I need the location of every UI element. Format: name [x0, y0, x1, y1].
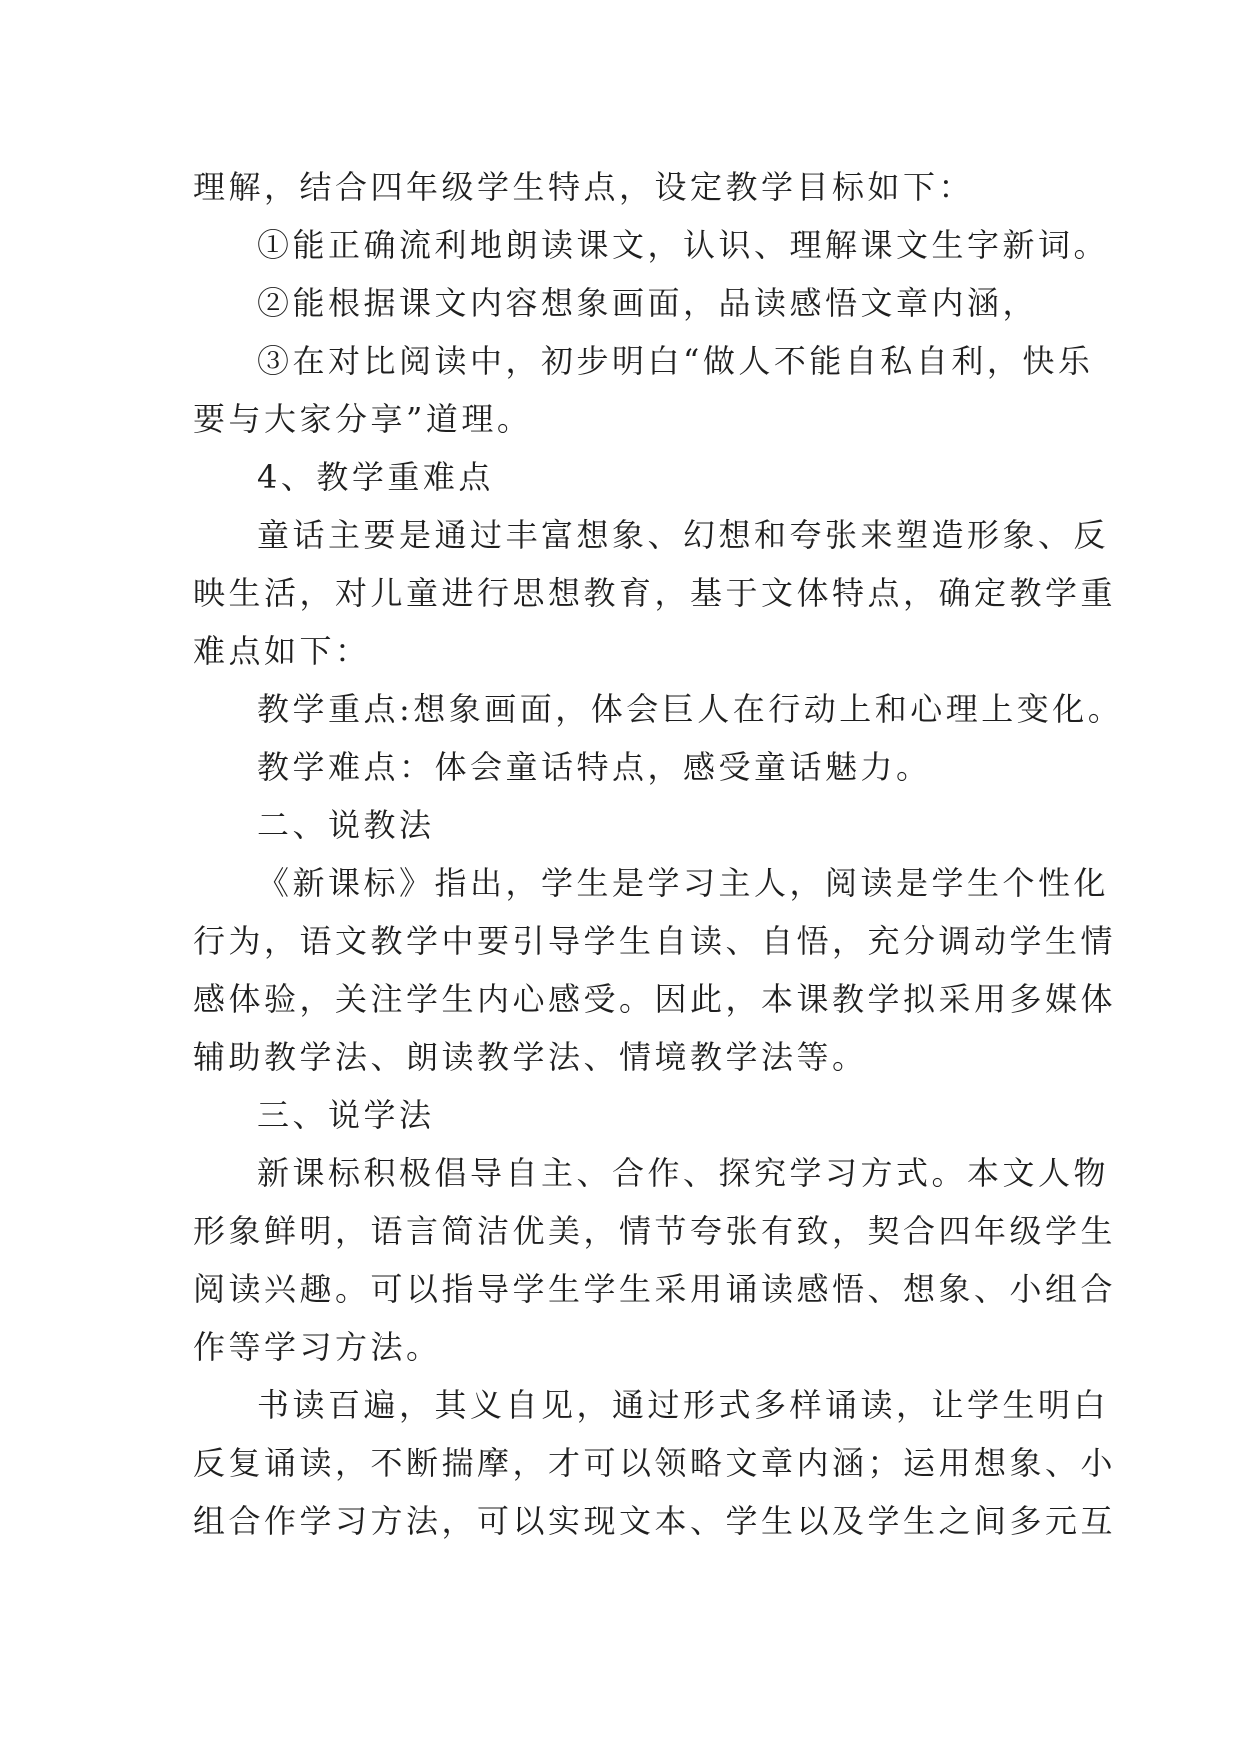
text-line: 感体验，关注学生内心感受。因此，本课教学拟采用多媒体	[193, 980, 1117, 1018]
text-line: ③在对比阅读中，初步明白“做人不能自私自利，快乐	[257, 342, 1094, 380]
text-line: 映生活，对儿童进行思想教育，基于文体特点，确定教学重	[193, 574, 1117, 612]
text-line: 教学重点:想象画面，体会巨人在行动上和心理上变化。	[257, 690, 1124, 728]
text-line: 理解，结合四年级学生特点，设定教学目标如下：	[193, 168, 975, 206]
text-line: 新课标积极倡导自主、合作、探究学习方式。本文人物	[257, 1154, 1110, 1192]
text-line: 童话主要是通过丰富想象、幻想和夸张来塑造形象、反	[257, 516, 1110, 554]
text-line: 行为，语文教学中要引导学生自读、自悟，充分调动学生情	[193, 922, 1117, 960]
text-line: 组合作学习方法，可以实现文本、学生以及学生之间多元互	[193, 1502, 1117, 1540]
text-line: 阅读兴趣。可以指导学生学生采用诵读感悟、想象、小组合	[193, 1270, 1117, 1308]
text-line: 难点如下：	[193, 632, 371, 670]
text-line: 二、说教法	[257, 806, 435, 844]
text-line: ①能正确流利地朗读课文，认识、理解课文生字新词。	[257, 226, 1110, 264]
text-line: 反复诵读，不断揣摩，才可以领略文章内涵；运用想象、小	[193, 1444, 1117, 1482]
text-line: 4、教学重难点	[257, 458, 494, 496]
text-line: 三、说学法	[257, 1096, 435, 1134]
text-line: 《新课标》指出，学生是学习主人，阅读是学生个性化	[257, 864, 1110, 902]
text-line: 作等学习方法。	[193, 1328, 442, 1366]
document-body	[193, 158, 1124, 1550]
text-line: 形象鲜明，语言简洁优美，情节夸张有致，契合四年级学生	[193, 1212, 1117, 1250]
text-line: 教学难点：体会童话特点，感受童话魅力。	[257, 748, 932, 786]
text-line: 辅助教学法、朗读教学法、情境教学法等。	[193, 1038, 868, 1076]
text-line: 要与大家分享”道理。	[193, 400, 533, 438]
text-line: 书读百遍，其义自见，通过形式多样诵读，让学生明白	[257, 1386, 1110, 1424]
text-line: ②能根据课文内容想象画面，品读感悟文章内涵，	[257, 284, 1039, 322]
